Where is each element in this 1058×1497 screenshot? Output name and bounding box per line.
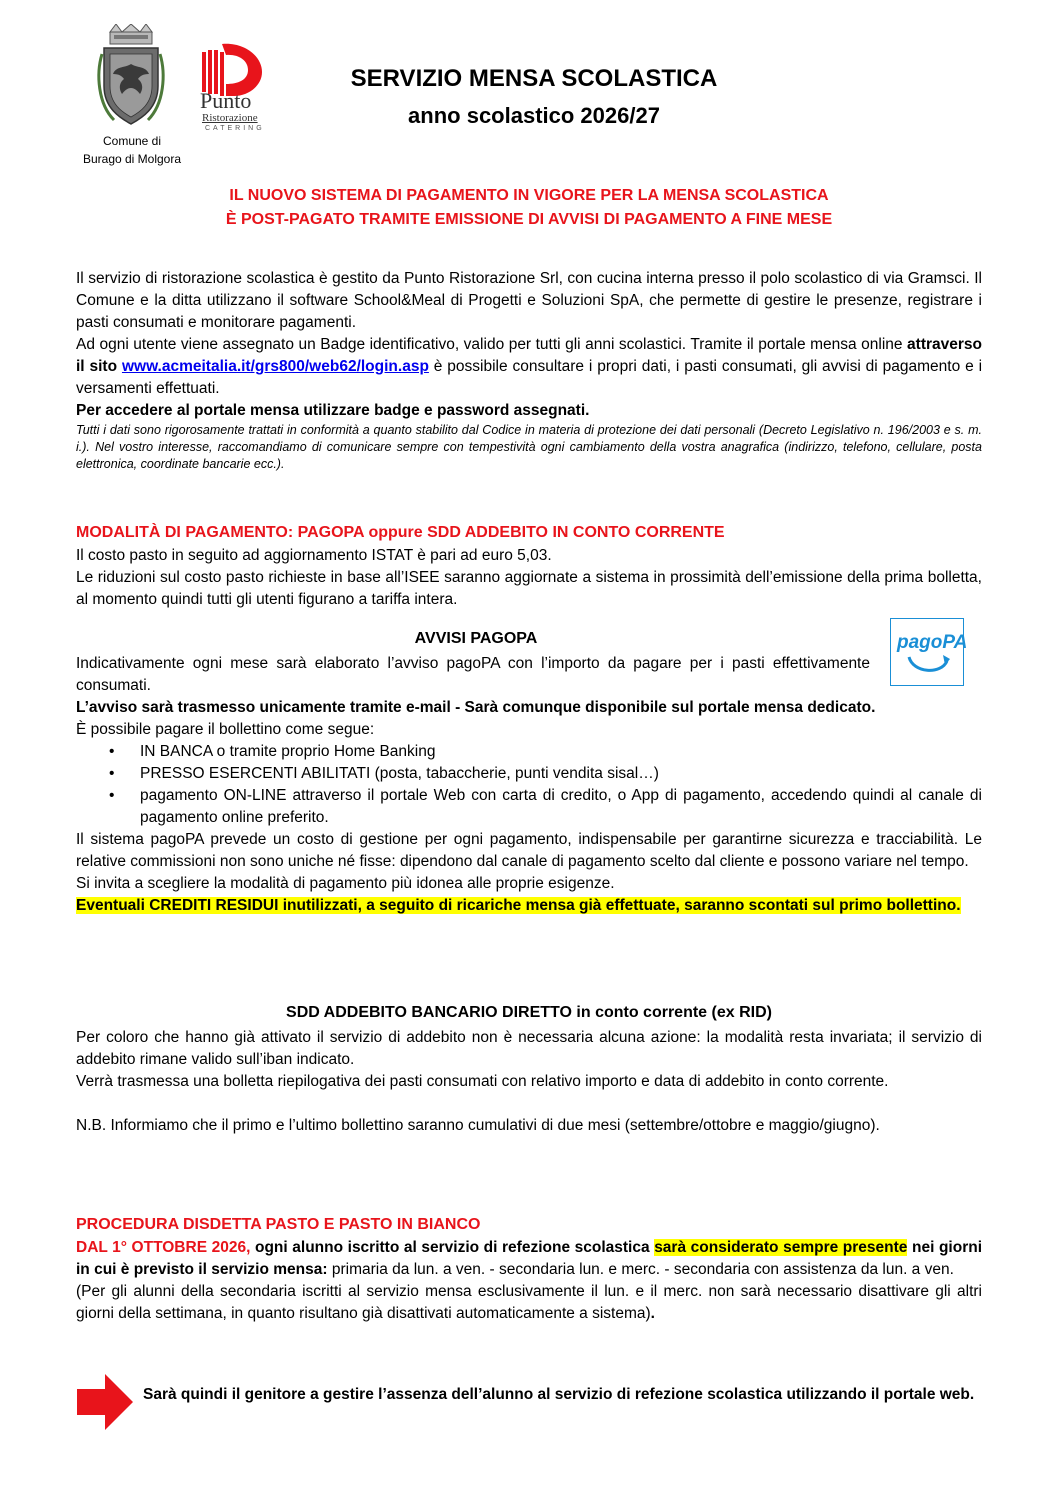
- procedura-p1-c: nei giorni in cui è previsto il servizio mensa:: [76, 1239, 982, 1278]
- payment-section: [76, 521, 982, 611]
- page-title: SERVIZIO MENSA SCOLASTICA: [350, 65, 718, 92]
- procedura-paragraph-2: [76, 1281, 982, 1325]
- page-subtitle: anno scolastico 2026/27: [408, 103, 660, 128]
- procedura-p2: (Per gli alunni della secondaria iscritti al servizio mensa esclusivamente il lun. e il merc. non sarà necessario disattivare gli altri giorni della settimana, in quanto risultano già disattivati automaticamente a sistema): [76, 1283, 982, 1322]
- list-item: [76, 741, 982, 763]
- list-item: [76, 763, 982, 785]
- notice-banner: [76, 184, 982, 232]
- sdd-heading: SDD ADDEBITO BANCARIO DIRETTO in conto corrente (ex RID): [286, 1004, 772, 1021]
- bullet-icon: •: [109, 787, 115, 804]
- payment-methods-list: [76, 741, 982, 829]
- pagopa-section: [76, 653, 982, 917]
- logo-brand-1: Punto: [200, 88, 252, 113]
- procedura-p1-d: primaria da lun. a ven. - secondaria lun. e merc. - secondaria con assistenza da lun. a ven.: [327, 1261, 954, 1278]
- bullet-icon: •: [109, 765, 115, 782]
- residual-credits-note: [76, 895, 982, 917]
- procedura-p2-end: .: [650, 1305, 655, 1322]
- payment-heading: MODALITÀ DI PAGAMENTO: PAGOPA oppure SDD ADDEBITO IN CONTO CORRENTE: [76, 524, 725, 541]
- comune-line-1: Comune di: [102, 134, 162, 148]
- meal-cost: Il costo pasto in seguito ad aggiornamento ISTAT è pari ad euro 5,03.: [76, 547, 552, 564]
- procedura-p1-b: ogni alunno iscritto al servizio di refezione scolastica: [250, 1239, 655, 1256]
- procedura-date: DAL 1° OTTOBRE 2026,: [76, 1239, 251, 1256]
- notice-line-1: IL NUOVO SISTEMA DI PAGAMENTO IN VIGORE PER LA MENSA SCOLASTICA: [229, 187, 829, 204]
- intro-p2-a: Ad ogni utente viene assegnato un Badge identificativo, valido per tutti gli anni scolastici. Tramite il portale mensa online: [76, 336, 908, 353]
- pagopa-paragraph-1: Indicativamente ogni mese sarà elaborato l’avviso pagoPA con l’importo da pagare per i pasti effettivamente consumati.: [76, 655, 870, 694]
- portal-link[interactable]: www.acmeitalia.it/grs800/web62/login.asp: [121, 358, 429, 375]
- comune-crest: [94, 24, 168, 128]
- privacy-note: Tutti i dati sono rigorosamente trattati in conformità a quanto stabilito dal Codice in materia di protezione dei dati personali (Decreto Legislativo n. 196/2003 e s. m. i.). Nel vostro interesse, raccomandiamo di comunicare sempre con tempestività ogni cambiamento della vostra anagrafica (indirizzo, telefono, cellulare, posta elettronica, coordinate bancarie ecc.).: [76, 423, 982, 471]
- logo-brand-3: CATERING: [205, 125, 265, 132]
- access-instructions: Per accedere al portale mensa utilizzare badge e password assegnati.: [76, 402, 590, 419]
- pagopa-heading: AVVISI PAGOPA: [414, 630, 538, 647]
- list-item-text: pagamento ON-LINE attraverso il portale Web con carta di credito, o App di pagamento, accedendo quindi al canale di pagamento online preferito.: [140, 787, 982, 826]
- intro-p2-c: è possibile consultare i propri dati, i pasti consumati, gli avvisi di pagamento e i versamenti effettuati.: [76, 358, 983, 397]
- pagopa-logo-text: pagoPA: [897, 632, 968, 653]
- list-item-text: PRESSO ESERCENTI ABILITATI (posta, tabaccherie, punti vendita sisal…): [140, 765, 659, 782]
- procedura-heading: PROCEDURA DISDETTA PASTO E PASTO IN BIANCO: [76, 1216, 481, 1233]
- arrow-note: Sarà quindi il genitore a gestire l’assenza dell’alunno al servizio di refezione scolastica utilizzando il portale web.: [143, 1386, 975, 1403]
- pagopa-paragraph-4: Il sistema pagoPA prevede un costo di gestione per ogni pagamento, indispensabile per garantirne sicurezza e tracciabilità. Le relative commissioni non sono uniche né fisse: dipendono dal canale di pagamento scelto dal cliente e possono variare nel tempo.: [76, 831, 982, 870]
- red-arrow-icon: [75, 1372, 135, 1432]
- comune-line-2: Burago di Molgora: [82, 152, 182, 166]
- sdd-paragraph-2: Verrà trasmessa una bolletta riepilogativa dei pasti consumati con relativo importo e data di addebito in conto corrente.: [76, 1073, 889, 1090]
- residual-credits-text: Eventuali CREDITI RESIDUI inutilizzati, a seguito di ricariche mensa già effettuate, saranno scontati sul primo bollettino.: [76, 897, 961, 914]
- notice-line-2: È POST-PAGATO TRAMITE EMISSIONE DI AVVISI DI PAGAMENTO A FINE MESE: [225, 211, 833, 228]
- pagopa-paragraph-3: È possibile pagare il bollettino come segue:: [76, 721, 375, 738]
- nb-note: N.B. Informiamo che il primo e l’ultimo bollettino saranno cumulativi di due mesi (settembre/ottobre e maggio/giugno).: [76, 1117, 880, 1134]
- bullet-icon: •: [109, 743, 115, 760]
- list-item-text: IN BANCA o tramite proprio Home Banking: [140, 743, 436, 760]
- always-present-highlight: sarà considerato sempre presente: [654, 1239, 908, 1256]
- isee-note: Le riduzioni sul costo pasto richieste in base all’ISEE saranno aggiornate a sistema in prossimità dell’emissione della prima bolletta, al momento quindi tutti gli utenti figurano a tariffa intera.: [76, 569, 982, 608]
- intro-p2-b: attraverso il sito: [76, 336, 982, 375]
- list-item: [76, 785, 982, 829]
- intro-paragraph-2: [76, 334, 982, 400]
- sdd-paragraph-1: Per coloro che hanno già attivato il servizio di addebito non è necessaria alcuna azione: la modalità resta invariata; il servizio di addebito rimane valido sull’iban indicato.: [76, 1029, 982, 1068]
- punto-ristorazione-logo: [196, 40, 272, 136]
- sdd-section: [76, 1027, 982, 1137]
- procedura-paragraph-1: [76, 1237, 982, 1281]
- comune-caption: [62, 132, 202, 168]
- intro-paragraph-1: Il servizio di ristorazione scolastica è gestito da Punto Ristorazione Srl, con cucina interna presso il polo scolastico di via Gramsci. Il Comune e la ditta utilizzano il software School&Meal di Progetti e Soluzioni SpA, che permette di gestire le presenze, registrare i pasti consumati e monitorare pagamenti.: [76, 270, 982, 331]
- logo-brand-2: Ristorazione: [202, 112, 258, 124]
- procedura-section: [76, 1213, 982, 1325]
- pagopa-paragraph-2: L’avviso sarà trasmesso unicamente tramite e-mail - Sarà comunque disponibile sul portale mensa dedicato.: [76, 699, 876, 716]
- intro-section: [76, 268, 982, 473]
- pagopa-paragraph-5: Si invita a scegliere la modalità di pagamento più idonea alle proprie esigenze.: [76, 875, 615, 892]
